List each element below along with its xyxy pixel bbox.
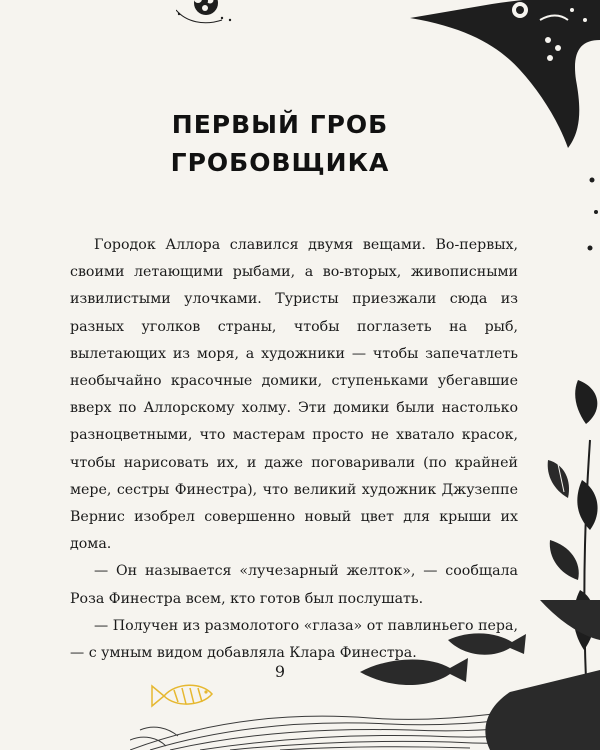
paragraph-3: — Получен из размолотого «глаза» от павлиньего пера, — с умным видом добавляла Клара Финестра. [70,617,518,662]
ink-dots [580,160,600,270]
story-text [70,232,518,667]
paragraph-1: Городок Аллора славился двумя вещами. Во-первых, своими летающими рыбами, а во-вторых, живописными извилистыми улочками. Туристы приезжали сюда из разных уголков страны, чтобы поглазеть на рыб, вылетающих из моря, а художники — чтобы запечатлеть необычайно красочные домики, ступеньками убегавшие вверх по Аллорскому холму. Эти домики были настолько разноцветными, что мастерам просто не хватало красок, чтобы нарисовать их, и даже поговаривали (по крайней мере, сестры Финестра), что великий художник Джузеппе Вернис изобрел совершенно новый цвет для крыши их дома. [70,237,518,553]
chapter-title-line-1: ПЕРВЫЙ ГРОБ [171,110,389,139]
chapter-title [0,106,560,182]
page-number: 9 [274,662,286,681]
flower-icon [176,0,236,30]
chapter-title-line-2: ГРОБОВЩИКА [170,148,390,177]
paragraph-2: — Он называется «лучезарный желток», — сообщала Роза Финестра всем, кто готов был послушать. [70,563,518,607]
